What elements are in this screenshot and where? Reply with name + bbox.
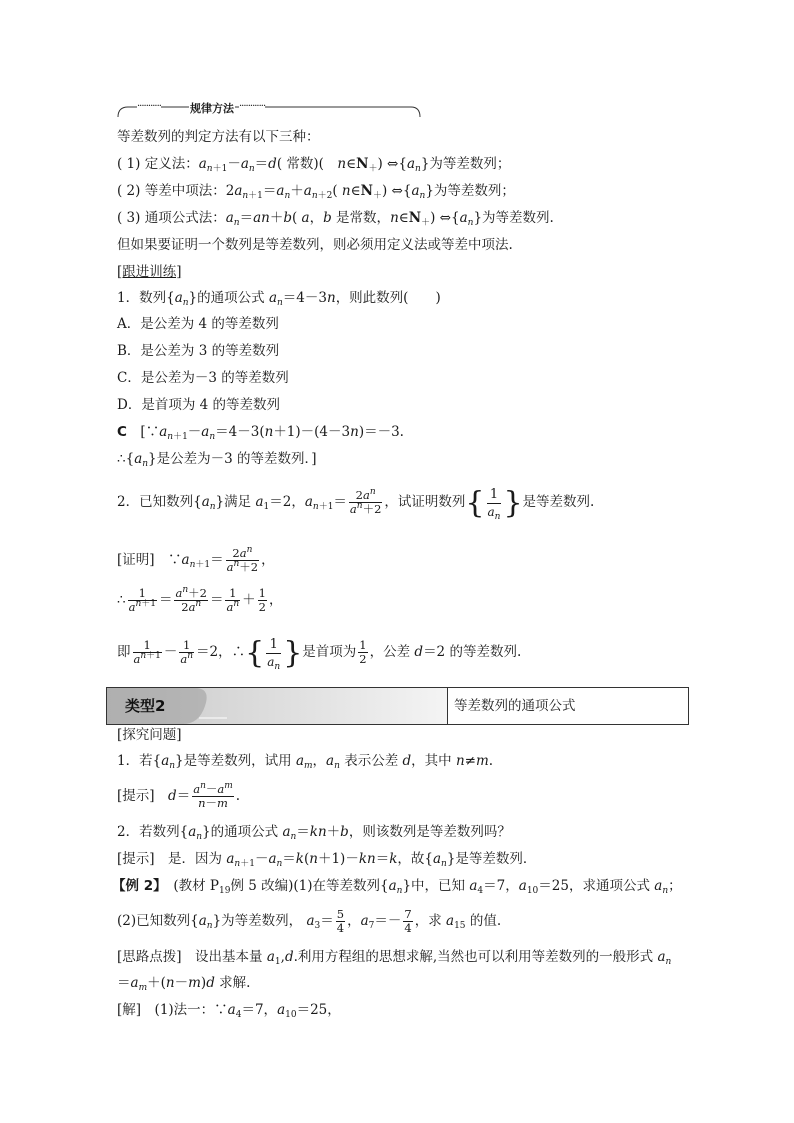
header-title: 规律方法 — [190, 102, 234, 115]
idea-line-2: $=a_m+(n-m)d$ 求解. — [117, 975, 251, 993]
training-header: [跟进训练] — [117, 264, 182, 280]
proof-line-3: 即 $\frac{1}{a^{n+1}}$ － $\frac{1}{a^n}$ ＝2，∴{ $\frac{1}{a_n}$ }是首项为 $\frac{1}{2}$ ，公差 d＝2 的等差数列. — [117, 635, 522, 672]
explore-hint2: [提示] 是．因为 $a_{n+1}-a_n=k(n+1)-kn=k$，故$\{a_n\}$是等差数列． — [117, 851, 537, 869]
q1-solution: C [$\because a_{n+1}-a_n=4-3(n+1)-(4-3n)=-3$. — [117, 424, 404, 442]
type2-section-header — [106, 687, 689, 725]
type2-title: 等差数列的通项公式 — [454, 698, 576, 714]
example2-label: 【例 2】 — [112, 878, 160, 894]
header-dots-right: ············ — [239, 101, 266, 112]
type2-badge: 类型2 — [125, 697, 166, 715]
method-header — [117, 101, 421, 117]
q1-answer: C — [117, 424, 127, 440]
q2-stem: 2．已知数列$\{a_n\}$满足 $a_1=2$，$a_{n+1}=$ $\frac{2a^n}{a^n+2}$ ，试证明数列{ $\frac{1}{a_n}$ }是等差数列. — [117, 485, 595, 522]
solution-start: [解] (1)法一：$\because a_4=7$，$a_{10}=25$， — [117, 1002, 341, 1020]
example2-part1: 【例 2】 (教材 $P_{19}$例 5 改编)(1)在等差数列$\{a_n\}$中，已知 $a_4=7$，$a_{10}=25$，求通项公式 $a_n$； — [112, 878, 682, 896]
method-definition: ( 1) 定义法：$a_{n+1}-a_n=d$( 常数)( $n\in N_+$) $\Leftrightarrow\{a_n\}$为等差数列； — [117, 156, 511, 174]
q1-option-d: D．是首项为 4 的等差数列 — [117, 397, 280, 413]
methods-note: 但如果要证明一个数列是等差数列，则必须用定义法或等差中项法. — [117, 237, 513, 253]
q1-stem: 1．数列$\{a_n\}$的通项公式 $a_n=4-3n$，则此数列( ) — [117, 290, 441, 308]
explore-q1: 1．若$\{a_n\}$是等差数列，试用 $a_m$，$a_n$ 表示公差 d，其中 n≠m. — [117, 753, 494, 771]
method-middle-term: ( 2) 等差中项法：$2a_{n+1}=a_n+a_{n+2}$( $n\in N_+$) $\Leftrightarrow\{a_n\}$为等差数列； — [117, 183, 515, 201]
header-dots-left: ··········· — [137, 101, 161, 112]
q1-conclusion: $\therefore\{a_n\}$是公差为－3 的等差数列．] — [117, 451, 317, 469]
explore-header: [探究问题] — [117, 727, 182, 743]
idea-line-1: [思路点拨] 设出基本量 $a_1,d$.利用方程组的思想求解,当然也可以利用等差数列的一般形式 $a_n$ — [117, 949, 672, 967]
method-general-term: ( 3) 通项公式法：$a_n=an+b$( a，b 是常数，$n\in N_+$) $\Leftrightarrow\{a_n\}$为等差数列. — [117, 210, 554, 228]
proof-line-1: [证明] $\because a_{n+1}=$ $\frac{2a^n}{a^n+2}$ ， — [117, 545, 275, 574]
example2-part2: (2)已知数列$\{a_n\}$为等差数列， $a_3=$ $\frac{5}{4}$ ，$a_7=-$ $\frac{7}{4}$ ，求 $a_{15}$ 的值. — [117, 907, 502, 935]
explore-q2: 2．若数列$\{a_n\}$的通项公式 $a_n=kn+b$，则该数列是等差数列吗？ — [117, 824, 511, 842]
explore-hint1: [提示] d＝ $\frac{a^n-a^m}{n-m}$ . — [117, 781, 241, 810]
proof-line-2: ∴ $\frac{1}{a^{n+1}}$ ＝ $\frac{a^n+2}{2a^n}$ ＝ $\frac{1}{a^n}$ ＋ $\frac{1}{2}$ ， — [117, 585, 283, 614]
q1-option-c: C．是公差为－3 的等差数列 — [117, 370, 289, 386]
q1-option-b: B．是公差为 3 的等差数列 — [117, 343, 280, 359]
header-bracket-line — [117, 105, 421, 119]
q1-option-a: A．是公差为 4 的等差数列 — [117, 316, 279, 332]
methods-intro: 等差数列的判定方法有以下三种： — [117, 129, 320, 145]
